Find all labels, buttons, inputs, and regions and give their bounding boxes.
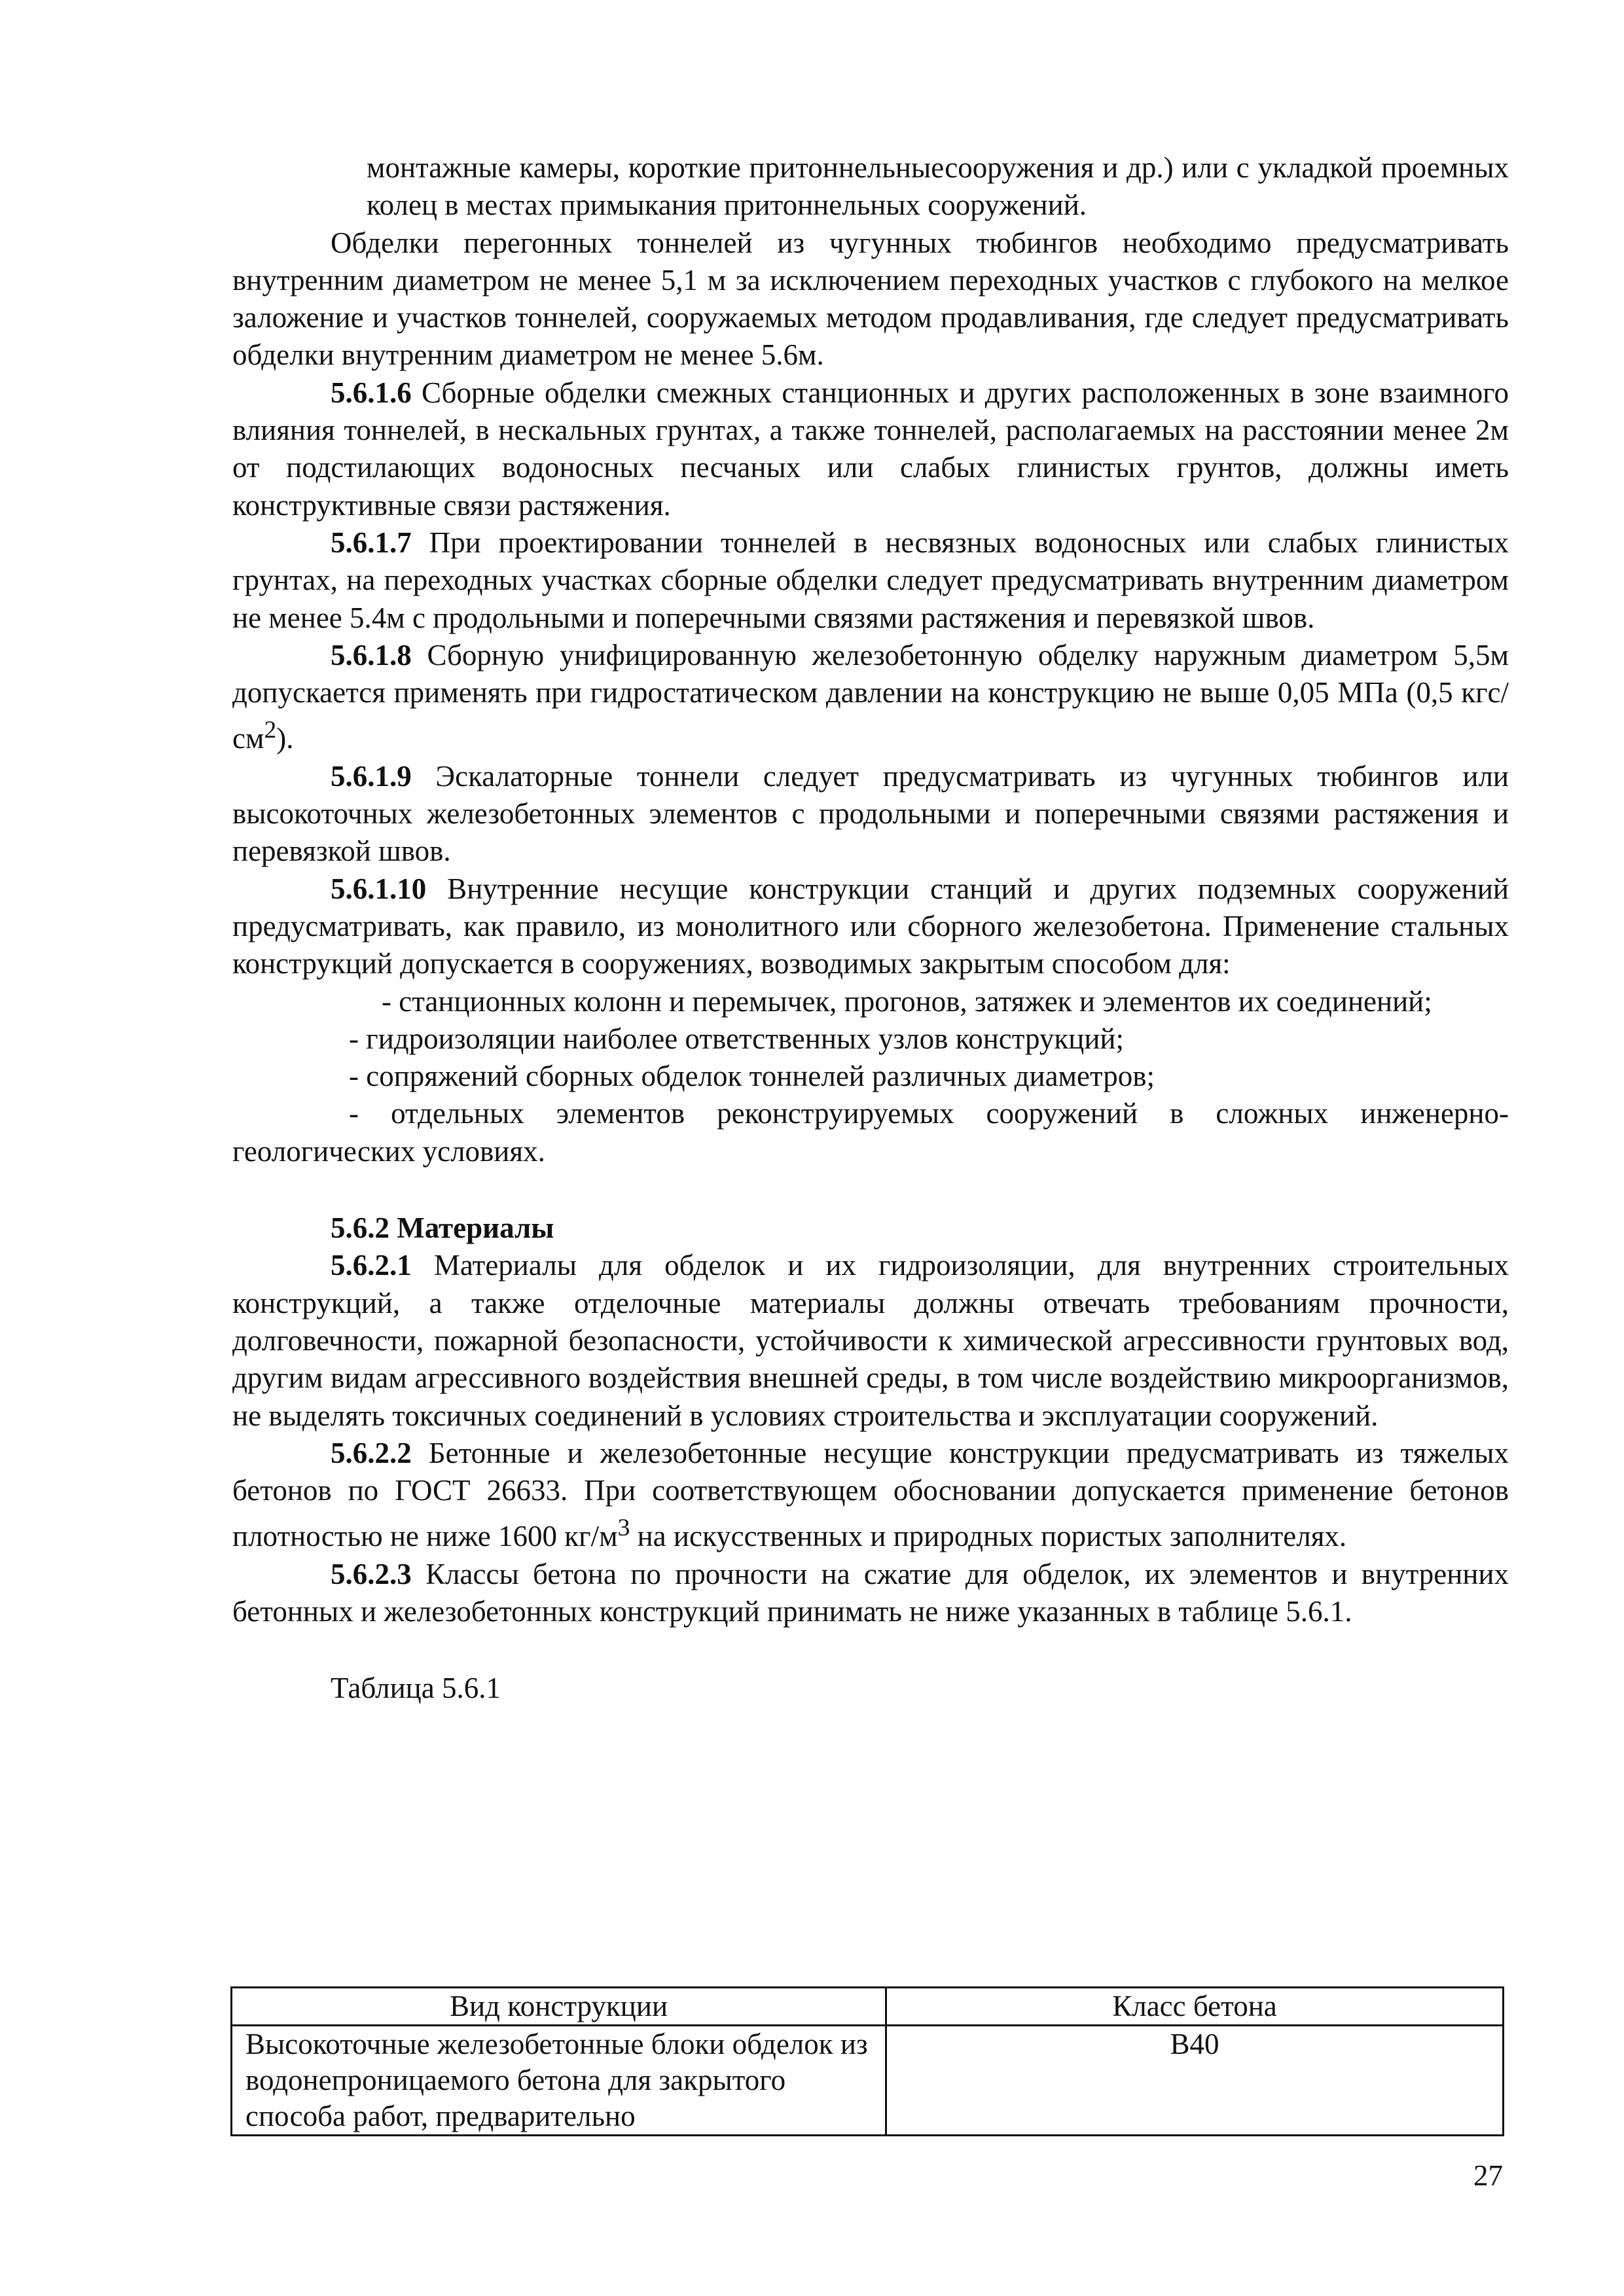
table-header-row	[232, 1988, 1504, 2026]
column-header: Вид конструкции	[232, 1988, 886, 2026]
list-item: - гидроизоляции наиболее ответственных узлов конструкций;	[349, 1022, 1124, 1055]
clause-number: 5.6.1.6	[331, 376, 412, 409]
spacer	[232, 1170, 1509, 1210]
concrete-class-table	[230, 1986, 1504, 2136]
spacer	[232, 1630, 1509, 1670]
clause-5-6-2-3	[232, 1556, 1509, 1631]
clause-5-6-1-7	[232, 524, 1509, 637]
clause-text: Внутренние несущие конструкции станций и других подземных сооружений предусматривать, как правило, из монолитного или сборного железобетона. Применение стальных конструкций допускается в сооружениях, возводимых закрытым способом для:	[232, 872, 1509, 980]
clause-text: Эскалаторные тоннели следует предусматривать из чугунных тюбингов или высокоточных железобетонных элементов с продольными и поперечными связями растяжения и перевязкой швов.	[232, 759, 1509, 868]
clause-5-6-2-2	[232, 1435, 1509, 1556]
clause-text: Бетонные и железобетонные несущие конструкции предусматривать из тяжелых бетонов по ГОСТ 26633. При соответствующем обосновании допускается применение бетонов плотностью не ниже 1600 кг/м	[232, 1436, 1509, 1553]
clause-text-end: ).	[276, 722, 294, 755]
clause-5-6-1-6	[232, 374, 1509, 524]
clause-number: 5.6.2.3	[331, 1557, 412, 1590]
clause-text-end: на искусственных и природных пористых заполнителях.	[630, 1520, 1347, 1553]
list-item: - сопряжений сборных обделок тоннелей различных диаметров;	[349, 1060, 1155, 1093]
clause-text: Классы бетона по прочности на сжатие для обделок, их элементов и внутренних бетонных и железобетонных конструкций принимать не ниже указанных в таблице 5.6.1.	[232, 1557, 1509, 1628]
page-number: 27	[1473, 2159, 1503, 2192]
clause-5-6-1-9	[232, 758, 1509, 870]
clause-text: Сборные обделки смежных станционных и других расположенных в зоне взаимного влияния тоннелей, в нескальных грунтах, а также тоннелей, располагаемых на расстоянии менее 2м от подстилающих водоносных песчаных или слабых глинистых грунтов, должны иметь конструктивные связи растяжения.	[232, 376, 1509, 522]
clause-text: Материалы для обделок и их гидроизоляции, для внутренних строительных конструкций, а также отделочные материалы должны отвечать требованиям прочности, долговечности, пожарной безопасности, устойчивости к химической агрессивности грунтовых вод, другим видам агрессивного воздействия внешней среды, в том числе воздействию микроорганизмов, не выделять токсичных соединений в условиях строительства и эксплуатации сооружений.	[232, 1249, 1509, 1432]
clause-number: 5.6.1.9	[331, 759, 412, 793]
table-cell: В40	[886, 2026, 1504, 2136]
clause-5-6-2-1	[232, 1247, 1509, 1434]
list-item: - отдельных элементов реконструируемых сооружений в сложных инженерно-геологических условиях.	[232, 1097, 1509, 1168]
column-header: Класс бетона	[886, 1988, 1504, 2026]
superscript: 2	[264, 717, 277, 744]
clause-number: 5.6.1.10	[331, 872, 427, 905]
clause-5-6-1-10	[232, 870, 1509, 983]
table-row	[232, 2026, 1504, 2136]
clause-text: Сборную унифицированную железобетонную обделку наружным диаметром 5,5м допускается применять при гидростатическом давлении на конструкцию не выше 0,05 МПа (0,5 кгс/см	[232, 638, 1509, 755]
clause-number: 5.6.1.8	[331, 638, 412, 672]
superscript: 3	[617, 1515, 630, 1542]
clause-text: При проектировании тоннелей в несвязных водоносных или слабых глинистых грунтах, на переходных участках сборные обделки следует предусматривать внутренним диаметром не менее 5.4м с продольными и поперечными связями растяжения и перевязкой швов.	[232, 526, 1509, 634]
document-body	[232, 149, 1509, 1708]
table-caption: Таблица 5.6.1	[331, 1672, 501, 1705]
section-heading: 5.6.2 Материалы	[331, 1211, 554, 1245]
paragraph-continuation: монтажные камеры, короткие притоннельныесооружения и др.) или с укладкой проемных колец в местах примыкания притоннельных сооружений.	[367, 151, 1509, 222]
table-cell: Высокоточные железобетонные блоки обделок из водонепроницаемого бетона для закрытого способа работ, предварительно	[232, 2026, 886, 2136]
clause-number: 5.6.2.2	[331, 1436, 412, 1469]
clause-5-6-1-8	[232, 637, 1509, 758]
paragraph-tunnel-linings: Обделки перегонных тоннелей из чугунных тюбингов необходимо предусматривать внутренним диаметром не менее 5,1 м за исключением переходных участков с глубокого на мелкое заложение и участков тоннелей, сооружаемых методом продавливания, где следует предусматривать обделки внутренним диаметром не менее 5.6м.	[232, 226, 1509, 372]
clause-number: 5.6.2.1	[331, 1249, 412, 1282]
clause-number: 5.6.1.7	[331, 526, 412, 559]
list-item: - станционных колонн и перемычек, прогонов, затяжек и элементов их соединений;	[382, 984, 1432, 1018]
